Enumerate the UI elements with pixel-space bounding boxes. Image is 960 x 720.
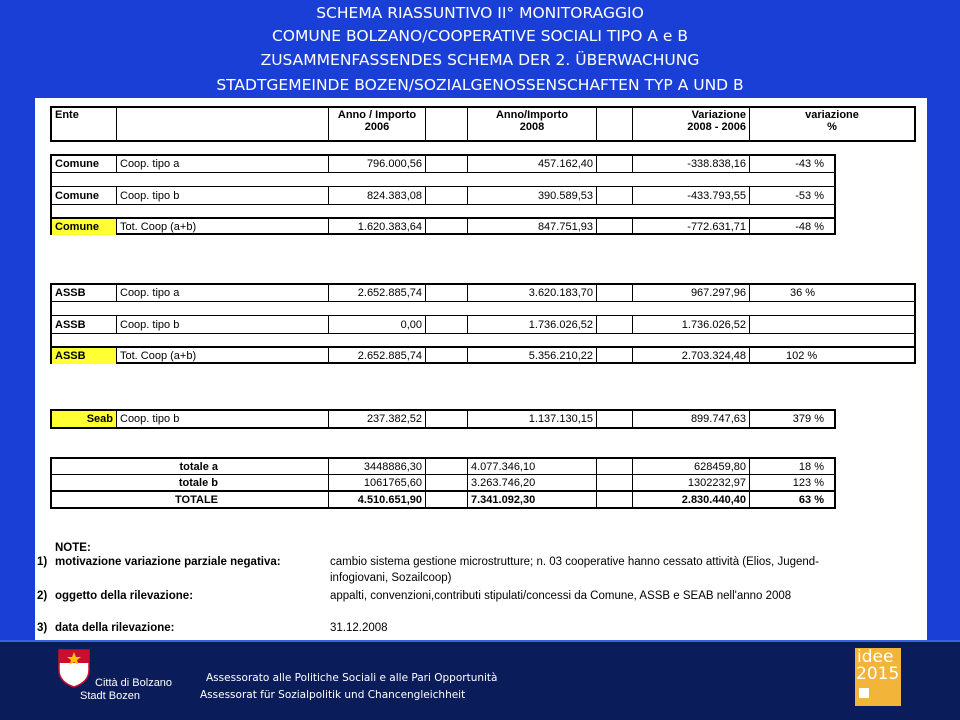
note-2-text: appalti, convenzioni,contributi stipulati/concessi da Comune, ASSB e SEAB nell'anno 2008 xyxy=(330,590,792,602)
table-row xyxy=(52,411,834,427)
notes-heading: NOTE: xyxy=(55,542,91,554)
header-gap-1 xyxy=(426,108,468,140)
pct-cell: 36 % xyxy=(790,287,816,299)
header-2008-label: Anno/Importo xyxy=(495,109,569,121)
comune-table xyxy=(50,154,836,235)
pct-cell: -53 % xyxy=(795,189,824,202)
gap-cell xyxy=(426,219,468,235)
table-row xyxy=(52,187,834,204)
department-it: Assessorato alle Politiche Sociali e alle Pari Opportunità xyxy=(206,672,498,684)
gap-cell xyxy=(426,316,468,333)
data-sheet xyxy=(35,98,927,640)
logo-text-year: 2015 xyxy=(856,664,900,684)
idee-2015-logo xyxy=(855,648,901,706)
tipo-cell: Coop. tipo b xyxy=(117,187,329,204)
pct-cell: 123 % xyxy=(792,476,824,489)
gap-cell xyxy=(597,285,633,301)
gap-cell xyxy=(597,219,633,235)
ente-cell-highlight: Comune xyxy=(52,219,117,235)
gap-cell xyxy=(426,156,468,172)
variation-cell: 2.830.440,40 xyxy=(633,492,750,507)
header-2006 xyxy=(329,108,426,140)
header-gap-2 xyxy=(597,108,633,140)
total-label-cell: totale a xyxy=(52,459,329,474)
gap-cell xyxy=(597,187,633,204)
variation-cell: -338.838,16 xyxy=(633,156,750,172)
gap-cell xyxy=(597,348,633,364)
table-row-grand-total xyxy=(52,492,834,507)
tipo-cell: Tot. Coop (a+b) xyxy=(117,219,329,235)
ente-cell: Comune xyxy=(52,156,117,172)
value-2006-cell: 1061765,60 xyxy=(329,475,426,490)
note-1-text: cambio sistema gestione microstrutture; n. 03 cooperative hanno cessato attività (Elios, Jugend- xyxy=(330,556,819,568)
gap-cell xyxy=(426,285,468,301)
seab-table xyxy=(50,409,836,429)
header-pct-label: variazione xyxy=(805,109,859,121)
variation-cell: -433.793,55 xyxy=(633,187,750,204)
gap-cell xyxy=(426,492,468,507)
value-2006-cell: 796.000,56 xyxy=(329,156,426,172)
gap-cell xyxy=(426,348,468,364)
header-variazione-label: Variazione xyxy=(691,109,746,121)
gap-cell xyxy=(426,411,468,427)
value-2008-cell: 3.620.183,70 xyxy=(468,285,597,301)
value-2008-cell: 1.137.130,15 xyxy=(468,411,597,427)
table-row xyxy=(52,475,834,490)
note-3-number: 3) xyxy=(37,622,48,634)
variation-cell: 2.703.324,48 xyxy=(633,348,750,364)
header-2008 xyxy=(468,108,597,140)
footer-divider xyxy=(0,640,960,642)
pct-cell: -48 % xyxy=(795,221,824,233)
gap-cell xyxy=(597,492,633,507)
title-line-4: STADTGEMEINDE BOZEN/SOZIALGENOSSENSCHAFTEN TYP A UND B xyxy=(216,76,744,94)
variation-cell: 1.736.026,52 xyxy=(633,316,750,333)
note-1-label: motivazione variazione parziale negativa: xyxy=(55,556,281,568)
note-3-text: 31.12.2008 xyxy=(330,622,388,634)
header-tipo xyxy=(117,108,329,140)
logo-crest-icon xyxy=(859,688,869,698)
header-pct-symbol: % xyxy=(827,121,837,133)
variation-cell: -772.631,71 xyxy=(633,219,750,235)
variation-cell: 628459,80 xyxy=(633,459,750,474)
note-2-number: 2) xyxy=(37,590,48,602)
value-2008-cell: 3.263.746,20 xyxy=(468,475,597,490)
table-row xyxy=(52,156,834,172)
pct-cell: -43 % xyxy=(795,158,824,170)
gap-cell xyxy=(597,411,633,427)
value-2008-cell: 457.162,40 xyxy=(468,156,597,172)
tipo-cell: Coop. tipo a xyxy=(117,156,329,172)
value-2006-cell: 4.510.651,90 xyxy=(329,492,426,507)
pct-cell: 63 % xyxy=(798,493,824,506)
gap-cell xyxy=(597,459,633,474)
value-2008-cell: 4.077.346,10 xyxy=(468,459,597,474)
note-1-number: 1) xyxy=(37,556,48,568)
header-variazione-range: 2008 - 2006 xyxy=(687,121,746,133)
header-variazione-pct xyxy=(750,108,914,140)
table-row xyxy=(52,316,914,333)
divider xyxy=(52,301,914,302)
tipo-cell: Coop. tipo b xyxy=(117,411,329,427)
department-de: Assessorat für Sozialpolitik und Chancengleichheit xyxy=(200,689,466,701)
ente-cell-highlight: ASSB xyxy=(52,348,117,364)
assb-table xyxy=(50,283,916,364)
variation-cell: 967.297,96 xyxy=(633,285,750,301)
value-2008-cell: 5.356.210,22 xyxy=(468,348,597,364)
value-2006-cell: 824.383,08 xyxy=(329,187,426,204)
title-line-2: COMUNE BOLZANO/COOPERATIVE SOCIALI TIPO A e B xyxy=(271,27,689,45)
city-name-it: Città di Bolzano xyxy=(95,677,173,689)
variation-cell: 1302232,97 xyxy=(633,475,750,490)
variation-cell: 899.747,63 xyxy=(633,411,750,427)
city-crest-icon xyxy=(57,648,91,688)
divider xyxy=(52,204,834,205)
table-row xyxy=(52,459,834,474)
header-2008-year: 2008 xyxy=(519,121,545,133)
city-name-de: Stadt Bozen xyxy=(80,690,140,702)
pct-cell: 18 % xyxy=(798,460,824,473)
tipo-cell: Coop. tipo a xyxy=(117,285,329,301)
divider xyxy=(52,333,914,334)
header-2006-label: Anno / Importo xyxy=(337,109,417,121)
note-3-label: data della rilevazione: xyxy=(55,622,175,634)
value-2008-cell: 390.589,53 xyxy=(468,187,597,204)
value-2008-cell: 7.341.092,30 xyxy=(468,492,597,507)
ente-cell: ASSB xyxy=(52,285,117,301)
ente-cell: Comune xyxy=(52,187,117,204)
value-2008-cell: 847.751,93 xyxy=(468,219,597,235)
tipo-cell: Coop. tipo b xyxy=(117,316,329,333)
value-2006-cell: 2.652.885,74 xyxy=(329,348,426,364)
logo-text-idee: idee xyxy=(857,647,894,667)
value-2006-cell: 2.652.885,74 xyxy=(329,285,426,301)
gap-cell xyxy=(597,156,633,172)
gap-cell xyxy=(597,475,633,490)
total-label-cell: totale b xyxy=(52,475,329,490)
header-variazione xyxy=(633,108,750,140)
table-row-total xyxy=(52,348,914,364)
gap-cell xyxy=(426,187,468,204)
ente-cell: ASSB xyxy=(52,316,117,333)
gap-cell xyxy=(426,459,468,474)
value-2006-cell: 237.382,52 xyxy=(329,411,426,427)
pct-cell: 379 % xyxy=(792,413,824,425)
table-row-total xyxy=(52,219,834,235)
tipo-cell: Tot. Coop (a+b) xyxy=(117,348,329,364)
title-line-3: ZUSAMMENFASSENDES SCHEMA DER 2. ÜBERWACHUNG xyxy=(260,51,700,69)
gap-cell xyxy=(597,316,633,333)
note-2-label: oggetto della rilevazione: xyxy=(55,590,194,602)
value-2006-cell: 0,00 xyxy=(329,316,426,333)
value-2006-cell: 3448886,30 xyxy=(329,459,426,474)
gap-cell xyxy=(426,475,468,490)
title-line-1: SCHEMA RIASSUNTIVO II° MONITORAGGIO xyxy=(316,4,644,22)
ente-cell-highlight: Seab xyxy=(52,411,117,427)
pct-cell: 102 % xyxy=(786,350,818,362)
header-table xyxy=(50,106,916,142)
table-row xyxy=(52,285,914,301)
total-label-cell: TOTALE xyxy=(52,492,329,507)
header-ente: Ente xyxy=(52,108,117,140)
header-row xyxy=(52,108,914,140)
pct-cell xyxy=(750,316,914,333)
header-2006-year: 2006 xyxy=(364,121,390,133)
note-1-text-cont: infogiovani, Sozailcoop) xyxy=(330,572,452,584)
value-2006-cell: 1.620.383,64 xyxy=(329,219,426,235)
value-2008-cell: 1.736.026,52 xyxy=(468,316,597,333)
totals-table xyxy=(50,457,836,509)
divider xyxy=(52,172,834,173)
